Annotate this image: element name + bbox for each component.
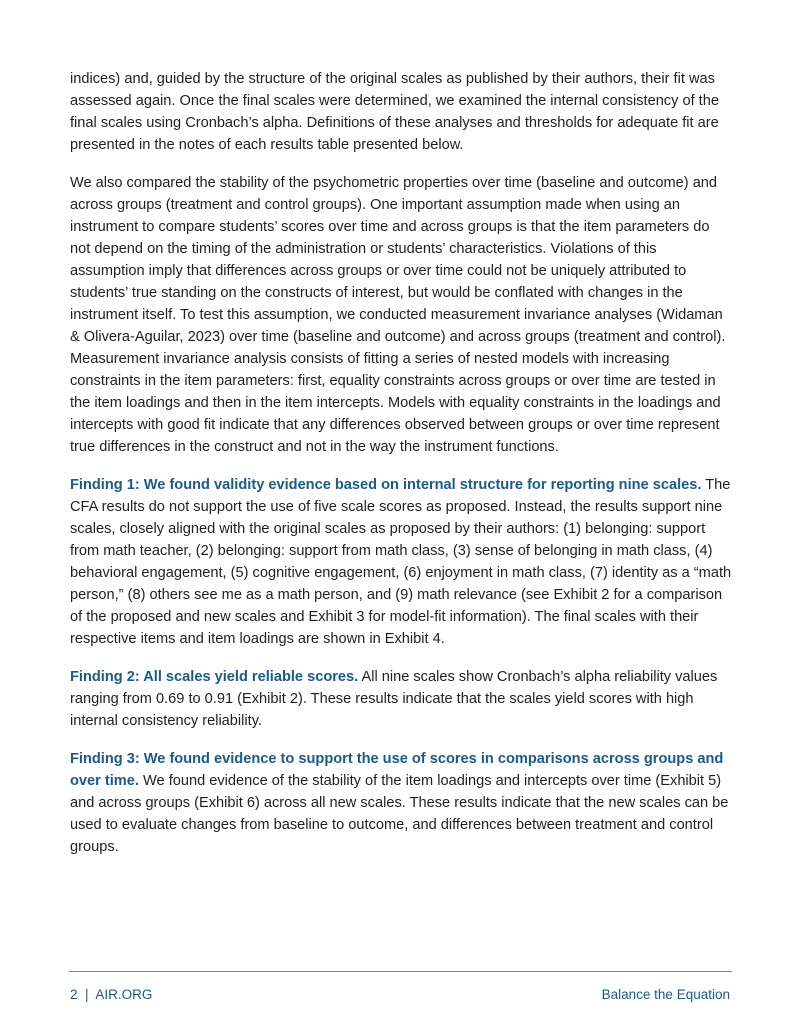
- finding-heading: Finding 2: All scales yield reliable scores.: [70, 669, 359, 685]
- footer-separator: |: [85, 987, 89, 1002]
- finding-heading: Finding 1: We found validity evidence based on internal structure for reporting nine scales.: [70, 477, 702, 493]
- finding-paragraph: [70, 474, 732, 650]
- footer-divider: [69, 971, 732, 972]
- page-footer: [70, 987, 730, 1002]
- page-number: 2: [70, 987, 78, 1002]
- finding-paragraph: [70, 748, 732, 858]
- finding-text: We found evidence of the stability of the item loadings and intercepts over time (Exhibit 5) and across groups (Exhibit 6) across all new scales. These results indicate that the new scales can be used to evaluate changes from baseline to outcome, and differences between treatment and control groups.: [70, 773, 729, 855]
- finding-text: The CFA results do not support the use of five scale scores as proposed. Instead, the results support nine scales, closely aligned with the original scales as proposed by their authors: (1) belonging: support from math teacher, (2) belonging: support from math class, (3) sense of belonging in math class, (4) behavioral engagement, (5) cognitive engagement, (6) enjoyment in math class, (7) identity as a “math person,” (8) others see me as a math person, and (9) math relevance (see Exhibit 2 for a comparison of the proposed and new scales and Exhibit 3 for model-fit information). The final scales with their respective items and item loadings are shown in Exhibit 4.: [70, 477, 732, 647]
- footer-site-link[interactable]: AIR.ORG: [95, 987, 153, 1002]
- finding-text: All nine scales show Cronbach’s alpha reliability values ranging from 0.69 to 0.91 (Exhibit 2). These results indicate that the scales yield scores with high internal consistency reliability.: [70, 669, 718, 729]
- body-paragraph: indices) and, guided by the structure of the original scales as published by their authors, their fit was assessed again. Once the final scales were determined, we examined the internal consistency of the final scales using Cronbach’s alpha. Definitions of these analyses and thresholds for adequate fit are presented in the notes of each results table presented below.: [70, 71, 719, 153]
- body-paragraph: We also compared the stability of the psychometric properties over time (baseline and outcome) and across groups (treatment and control groups). One important assumption made when using an instrument to compare students’ scores over time and across groups is that the item parameters do not depend on the timing of the administration or students’ characteristics. Violations of this assumption imply that differences across groups or over time could not be uniquely attributed to students’ true standing on the constructs of interest, but would be conflated with changes in the instrument itself. To test this assumption, we conducted measurement invariance analyses (Widaman & Olivera-Aguilar, 2023) over time (baseline and outcome) and across groups (treatment and control). Measurement invariance analysis consists of fitting a series of nested models with increasing constraints in the item parameters: first, equality constraints across groups or over time are tested in the item loadings and then in the item intercepts. Models with equality constraints in the loadings and intercepts with good fit indicate that any differences observed between groups or over time represent true differences in the construct and not in the way the instrument functions.: [70, 175, 726, 455]
- finding-paragraph: [70, 666, 732, 732]
- document-body: [70, 68, 732, 874]
- footer-document-title: Balance the Equation: [601, 987, 730, 1002]
- finding-heading: Finding 3: We found evidence to support the use of scores in comparisons across groups and over time.: [70, 751, 724, 789]
- footer-left: [70, 987, 152, 1002]
